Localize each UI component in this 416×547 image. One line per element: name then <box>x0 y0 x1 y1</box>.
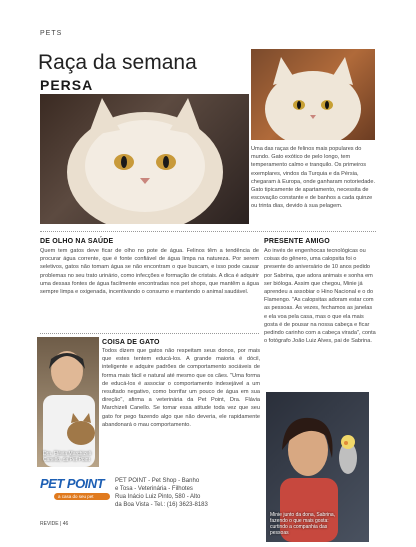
page-number: 46 <box>62 521 69 527</box>
page-subtitle: PERSA <box>40 77 94 93</box>
heading-presente: PRESENTE AMIGO <box>264 238 330 245</box>
magazine-name: REVIDE <box>40 521 59 527</box>
pet-point-logo <box>40 476 110 502</box>
footer-line: Rua Inácio Luiz Pinto, 580 - Alto <box>115 494 201 500</box>
page-title: Raça da semana <box>38 51 197 74</box>
divider <box>40 231 376 232</box>
logo-tagline: a casa do seu pet <box>58 494 94 499</box>
divider <box>40 333 259 334</box>
footer-line: e Tosa - Veterinária - Filhotes <box>115 486 193 492</box>
text-saude: Quem tem gatos deve ficar de olho no pote de água. Felinos têm a tendência de procurar água corrente, que é fonte confiável de água limpa na natureza. Por serem seletivos, gatos não tomam água se não encontram o que buscam, e isso pode causar problemas no seu trato urinário, como infecções e formação de cristais. A dica é adquirir uma dessas fontes de água facilmente encontradas nos pet shops, que mantêm a água sempre limpa e oxigenada, incentivando o consumo e mantendo o animal saudável. <box>40 248 259 296</box>
page-footer <box>40 521 68 527</box>
page-separator: | <box>60 521 63 527</box>
footer-line: da Boa Vista - Tel.: (16) 3623-8183 <box>115 502 208 508</box>
veterinarian-photo <box>37 337 99 467</box>
logo-text: PET POINT <box>40 476 105 491</box>
persian-cat-photo <box>40 94 249 224</box>
sabrina-cockatiel-photo <box>266 392 369 542</box>
text-presente: Ao invés de engenhocas tecnológicas ou coisas do gênero, uma calopsita foi o presente do aniversário de 10 anos pedido por Sabrina, que adora animais e sonha em ser bióloga. Assim que chegou, Minie já aprendeu a assobiar o Hino Nacional e o do Flamengo. "As calopsitas adoram estar com as pessoas. Às vezes, fechamos as janelas e ela voa pela casa, mas o que ela mais gosta é de pousar na nossa cabeça e ficar pedindo carinho com a cabeça virada", conta o fotógrafo João Luiz Alves, pai de Sabrina. <box>264 248 376 345</box>
caption-vet: Dra. Flávia Marchizeli Canello, da Pet Point <box>43 451 92 463</box>
heading-coisa: COISA DE GATO <box>102 339 160 346</box>
caption-sabrina: Minie junto da dona, Sabrina, fazendo o que mais gosta: curtindo a companhia das pessoas <box>270 512 336 536</box>
persian-cat-closeup-photo <box>251 49 375 140</box>
logo-tag-band <box>54 493 110 500</box>
section-label: PETS <box>40 30 63 37</box>
intro-text: Uma das raças de felinos mais populares do mundo. Gato exótico de pelo longo, tem temperamento calmo e tranquilo. Os primeiros exemplares, vindos da Turquia e da Pérsia, chegaram à Europa, onde ganharam notoriedade. Gato tipicamente de apartamento, necessita de escovação constante e de banhos a cada quinze ou trinta dias, devido à sua pelagem. <box>251 146 376 210</box>
footer-contact <box>115 477 263 509</box>
text-coisa: Todos dizem que gatos não respeitam seus donos, por mais que estes tentem educá-los. A grande maioria é dócil, inteligente e adquire padrões de comportamento sociáveis de forma mais fácil e natural até mesmo que os cães. "Uma forma de educá-los é associar o comportamento indesejável a um resultado negativo, como borrifar um pouco de água em sua direção", afirma a veterinária da Pet Point, Dra. Flávia Marchizeli Canello. Se tomar essa atitude toda vez que seu gato for pego fazendo algo que não deveria, ele rapidamente abandonará o mau comportamento. <box>102 348 260 428</box>
heading-saude: DE OLHO NA SAÚDE <box>40 238 114 245</box>
footer-line: PET POINT - Pet Shop - Banho <box>115 478 200 484</box>
